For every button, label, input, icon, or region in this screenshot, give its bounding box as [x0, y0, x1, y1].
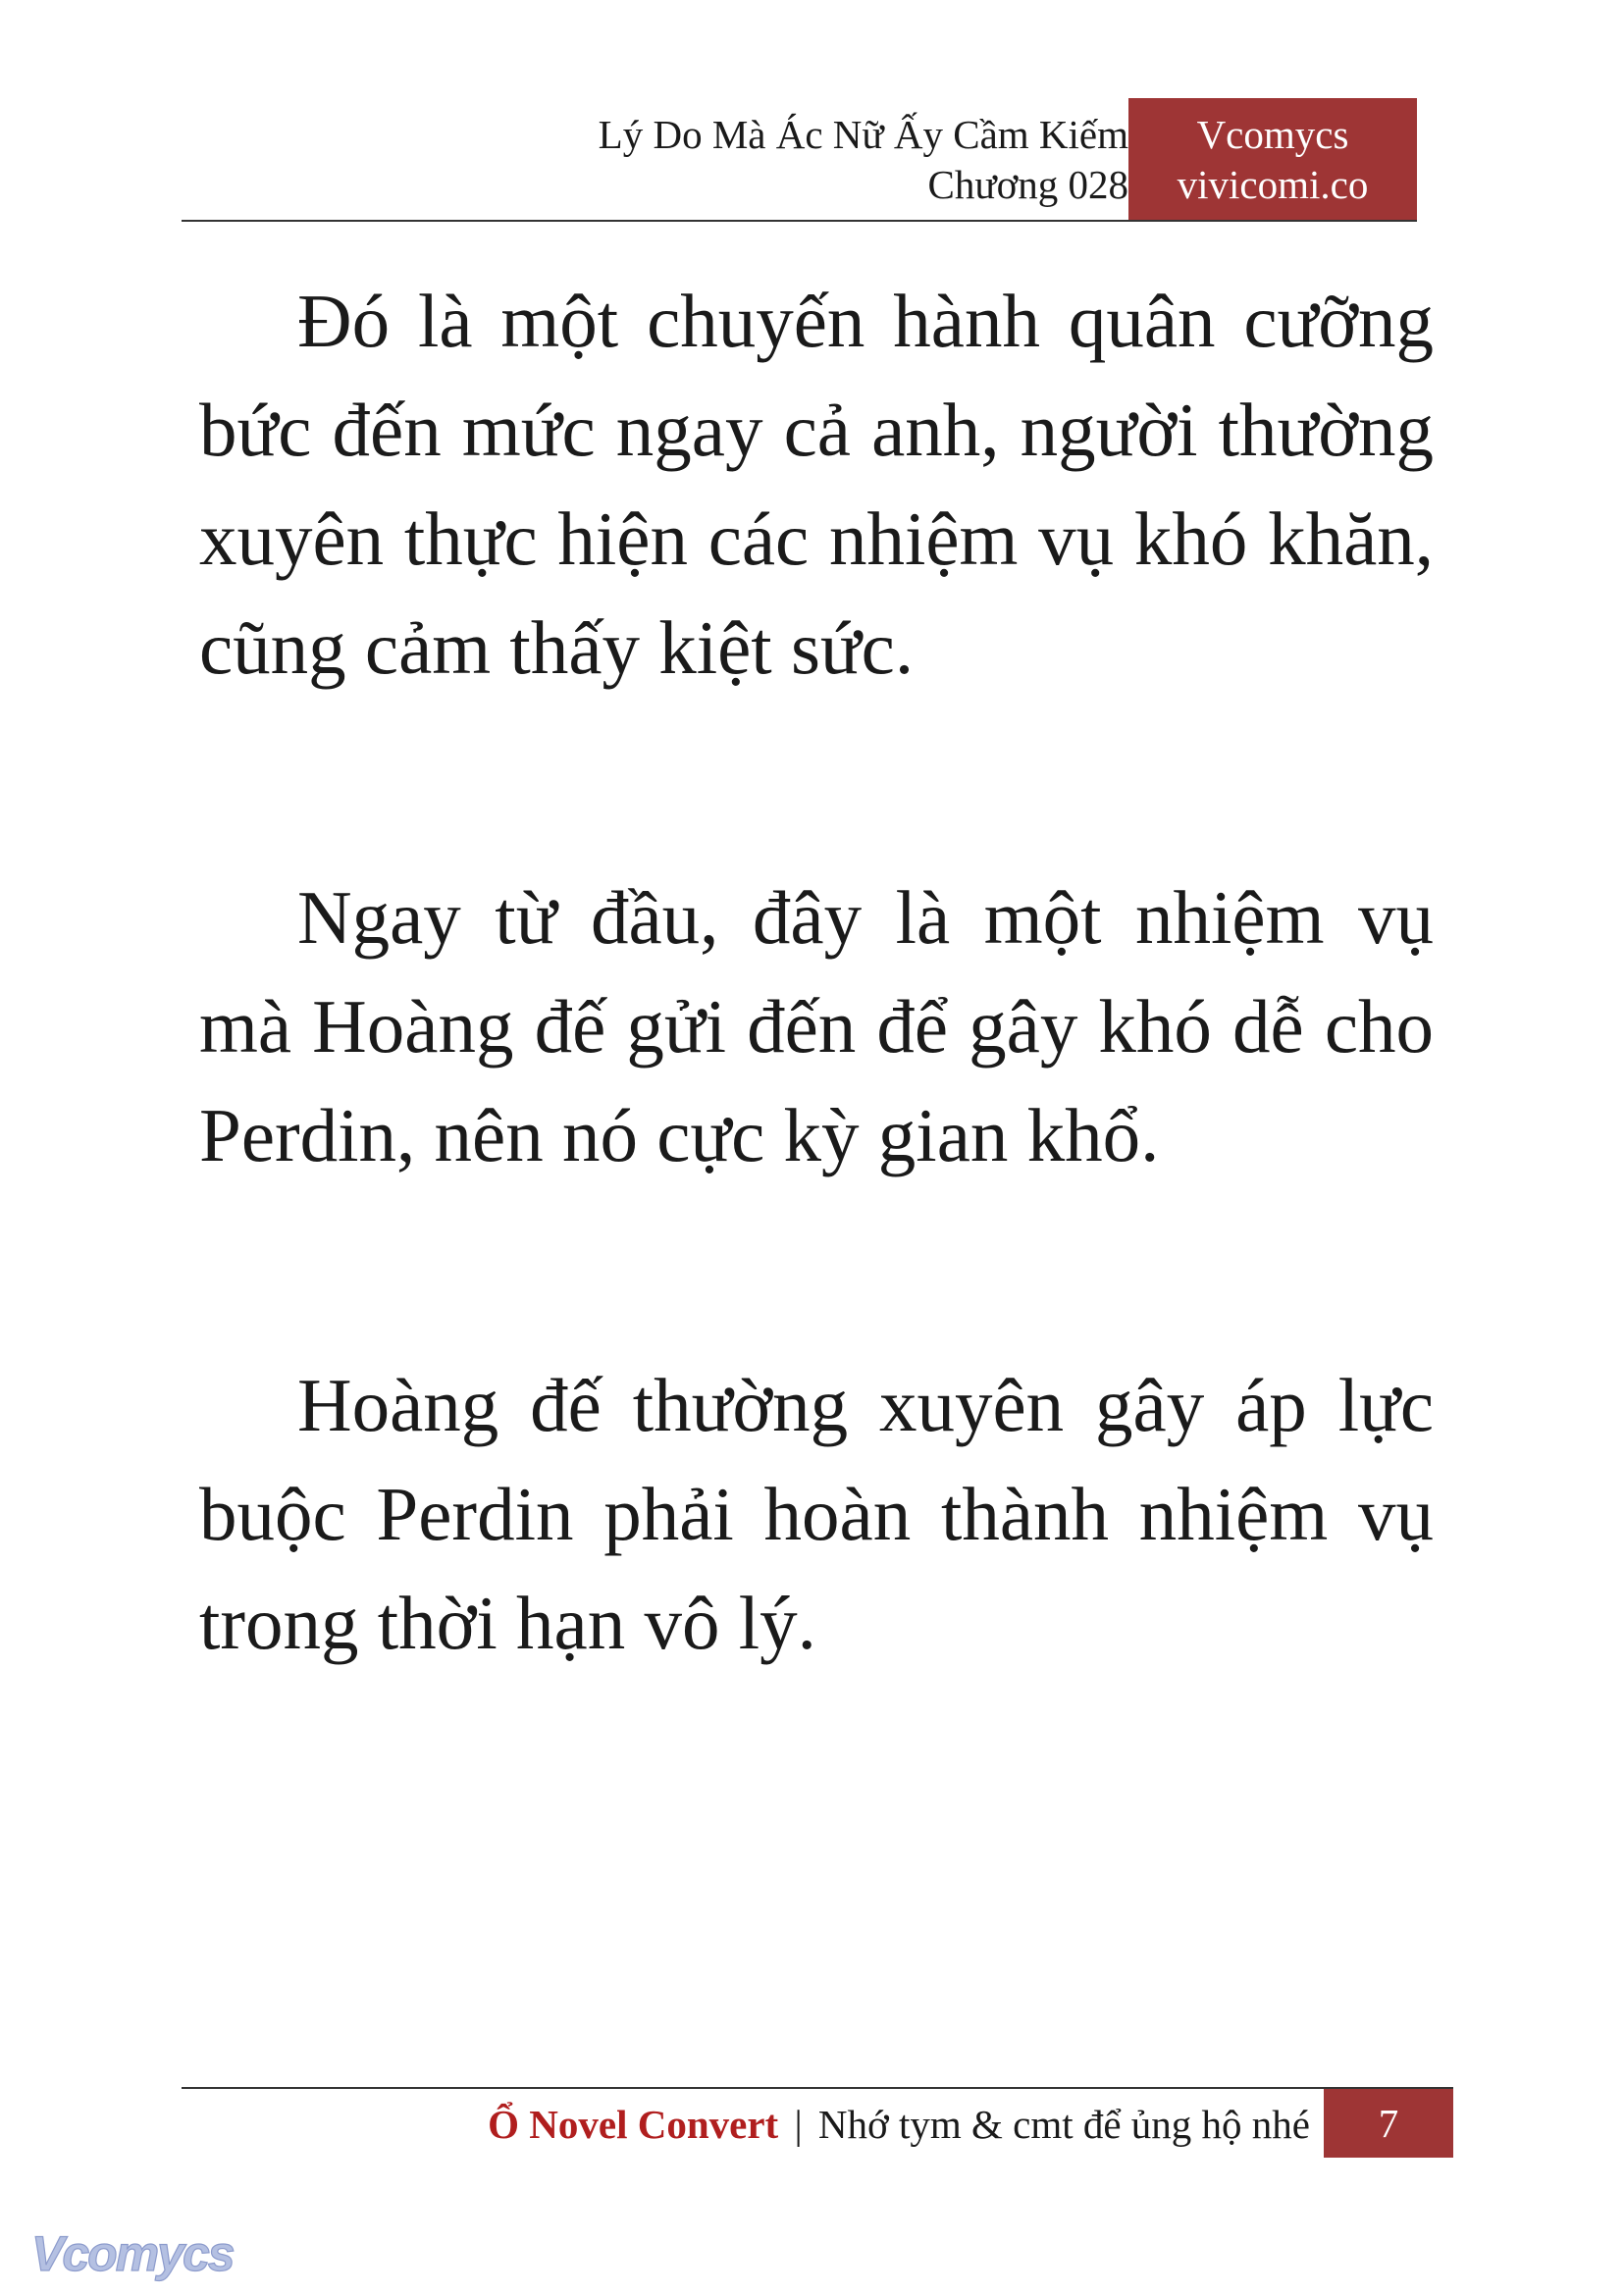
- footer-separator: |: [794, 2102, 803, 2147]
- chapter-label: Chương 028: [927, 162, 1128, 207]
- footer-line: [488, 2097, 1310, 2152]
- header-divider: [182, 220, 1417, 222]
- footer-brand: Ổ Novel Convert: [488, 2102, 779, 2147]
- footer-note: Nhớ tym & cmt để ủng hộ nhé: [817, 2102, 1310, 2147]
- footer-divider: [182, 2087, 1453, 2089]
- paragraph-2: Ngay từ đầu, đây là một nhiệm vụ mà Hoàng đế gửi đến để gây khó dễ cho Perdin, nên nó cực kỳ gian khổ.: [199, 875, 1434, 1177]
- running-header: [599, 110, 1128, 210]
- chapter-body: [199, 267, 1434, 1839]
- site-badge: [1128, 98, 1417, 220]
- vcomycs-logo-watermark: [27, 2219, 253, 2293]
- book-title: Lý Do Mà Ác Nữ Ấy Cầm Kiếm: [598, 112, 1128, 157]
- watermark-text: Vcomycs: [31, 2226, 234, 2281]
- page-number: 7: [1324, 2089, 1453, 2158]
- paragraph-1: Đó là một chuyến hành quân cưỡng bức đến mức ngay cả anh, người thường xuyên thực hiện các nhiệm vụ khó khăn, cũng cảm thấy kiệt sức.: [199, 279, 1434, 690]
- site-name: Vcomycs: [1196, 112, 1349, 157]
- site-url: vivicomi.co: [1177, 162, 1369, 207]
- paragraph-3: Hoàng đế thường xuyên gây áp lực buộc Perdin phải hoàn thành nhiệm vụ trong thời hạn vô lý.: [199, 1363, 1434, 1665]
